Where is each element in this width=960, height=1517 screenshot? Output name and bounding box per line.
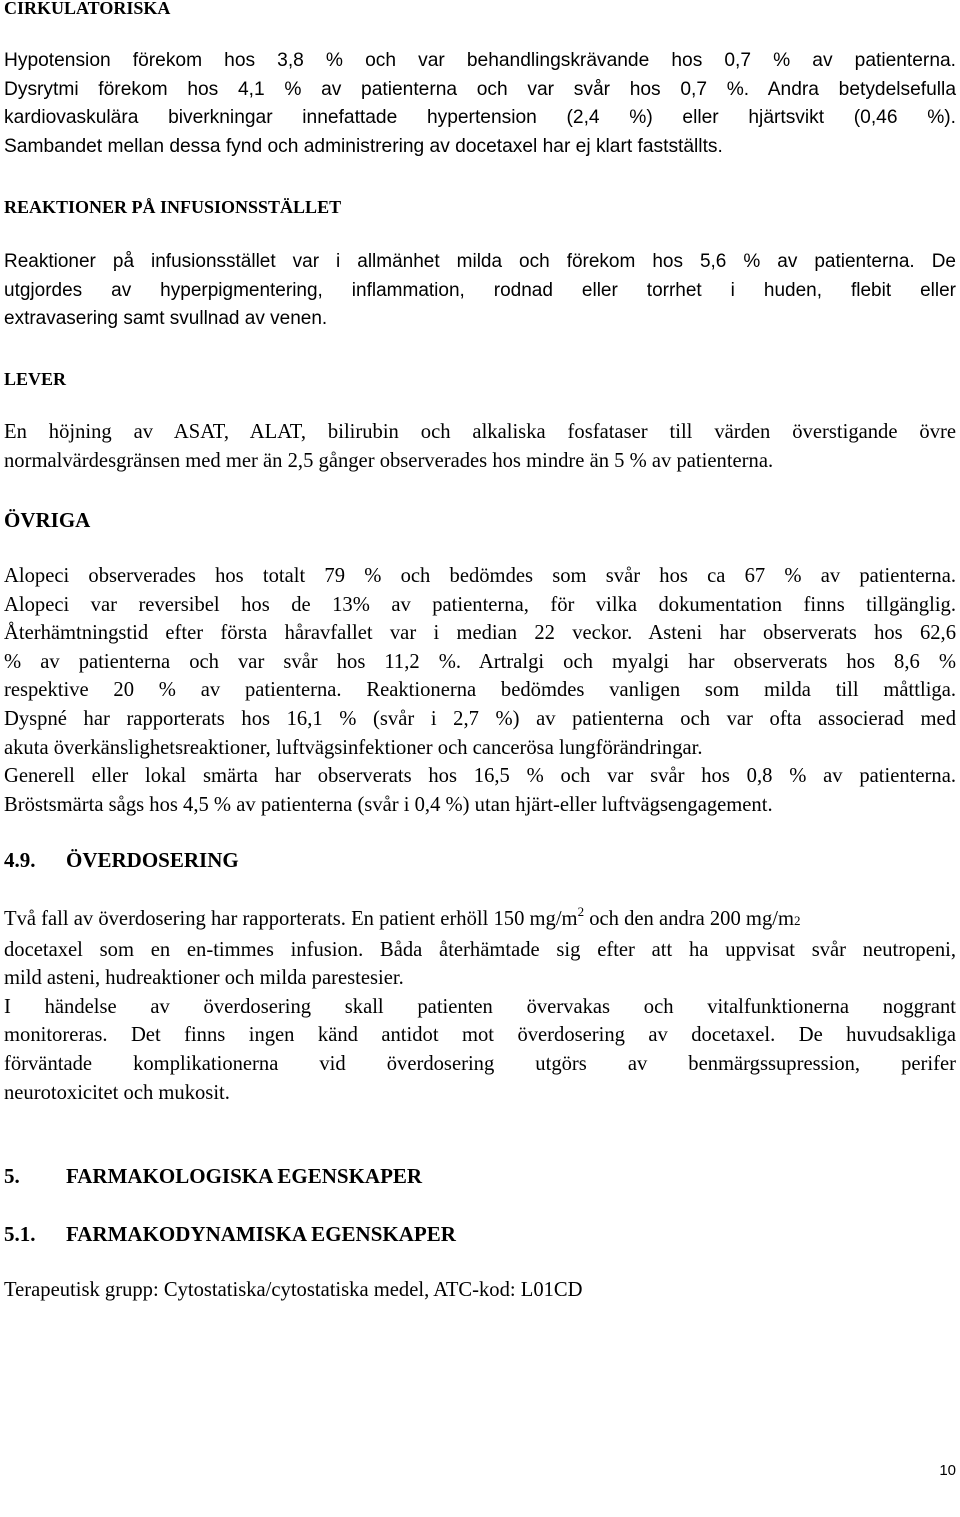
section-heading-lever: LEVER — [4, 369, 67, 389]
paragraph-line: docetaxel som en en-timmes infusion. Båda återhämtade sig efter att ha uppvisat svår neutropeni, — [4, 938, 956, 961]
unit-exponent: 2 — [793, 913, 801, 928]
section-heading-cirkulatoriska: CIRKULATORISKA — [4, 0, 171, 18]
section-number: 5.1. — [4, 1222, 36, 1246]
superscript: 2 — [577, 904, 585, 920]
paragraph-infusion — [4, 248, 956, 334]
paragraph-lever — [4, 418, 956, 475]
paragraph-line — [4, 905, 956, 936]
paragraph-line: Generell eller lokal smärta har observerats hos 16,5 % och var svår hos 0,8 % av patienterna. — [4, 765, 956, 788]
paragraph-line: kardiovaskulära biverkningar innefattade hypertension (2,4 %) eller hjärtsvikt (0,46 %). — [4, 107, 956, 129]
paragraph-line: Dyspné har rapporterats hos 16,1 % (svår i 2,7 %) av patienterna och var ofta associerad med — [4, 707, 956, 730]
paragraph-line: respektive 20 % av patienterna. Reaktionerna bedömdes vanligen som milda till måttliga. — [4, 679, 956, 702]
section-title: FARMAKOLOGISKA EGENSKAPER — [66, 1164, 423, 1188]
paragraph-line: I händelse av överdosering skall patienten övervakas och vitalfunktionerna noggrant — [4, 995, 956, 1018]
paragraph-line: monitoreras. Det finns ingen känd antidot mot överdosering av docetaxel. De huvudsakliga — [4, 1024, 956, 1047]
paragraph-line: neurotoxicitet och mukosit. — [4, 1081, 230, 1104]
paragraph-line: utgjordes av hyperpigmentering, inflammation, rodnad eller torrhet i huden, flebit eller — [4, 279, 956, 301]
paragraph-overdosering — [4, 905, 956, 1107]
paragraph-line: akuta överkänslighetsreaktioner, luftvägsinfektioner och cancerösa lungförändringar. — [4, 736, 703, 759]
section-heading-ovriga: ÖVRIGA — [4, 508, 91, 532]
section-title: FARMAKODYNAMISKA EGENSKAPER — [66, 1222, 456, 1246]
section-number: 5. — [4, 1164, 20, 1188]
paragraph-line: Alopeci observerades hos totalt 79 % och bedömdes som svår hos ca 67 % av patienterna. — [4, 565, 956, 587]
document-page — [4, 0, 956, 1517]
paragraph-ovriga — [4, 562, 956, 819]
paragraph-line: mild asteni, hudreaktioner och milda parestesier. — [4, 967, 404, 990]
paragraph-line: extravasering samt svullnad av venen. — [4, 308, 328, 330]
paragraph-line: En höjning av ASAT, ALAT, bilirubin och alkaliska fosfataser till värden överstigande övre — [4, 421, 956, 443]
paragraph-line: Sambandet mellan dessa fynd och administrering av docetaxel har ej klart fastställts. — [4, 135, 723, 157]
text-run: Två fall av överdosering har rapporterats. En patient erhöll 150 mg/m — [4, 908, 578, 930]
text-run: och den andra 200 mg/m — [584, 908, 794, 930]
section-title: ÖVERDOSERING — [66, 848, 239, 872]
section-heading-farmakologiska — [4, 1164, 956, 1188]
paragraph-line: Alopeci var reversibel hos de 13% av patienterna, för vilka dokumentation finns tillgänglig. — [4, 593, 956, 616]
paragraph-line: normalvärdesgränsen med mer än 2,5 gånger observerades hos mindre än 5 % av patienterna. — [4, 449, 774, 472]
paragraph-farmakodynamiska — [4, 1276, 956, 1305]
paragraph-line: förväntade komplikationerna vid överdosering utgörs av benmärgssupression, perifer — [4, 1052, 956, 1075]
paragraph-line: Reaktioner på infusionsstället var i allmänhet milda och förekom hos 5,6 % av patienterna. De — [4, 251, 956, 272]
section-number: 4.9. — [4, 848, 36, 872]
paragraph-line: Hypotension förekom hos 3,8 % och var behandlingskrävande hos 0,7 % av patienterna. — [4, 50, 956, 71]
section-heading-overdosering — [4, 848, 956, 872]
paragraph-line: Dysrytmi förekom hos 4,1 % av patienterna och var svår hos 0,7 %. Andra betydelsefulla — [4, 78, 956, 100]
paragraph-line: Bröstsmärta sågs hos 4,5 % av patienterna (svår i 0,4 %) utan hjärt-eller luftvägsengagement. — [4, 793, 773, 816]
paragraph-cirkulatoriska — [4, 47, 956, 161]
section-heading-farmakodynamiska — [4, 1222, 956, 1246]
page-number: 10 — [939, 1462, 956, 1479]
paragraph-line: % av patienterna och var svår hos 11,2 %. Artralgi och myalgi har observerats hos 8,6 % — [4, 650, 956, 673]
paragraph-line: Återhämtningstid efter första håravfallet var i median 22 veckor. Asteni har observerats hos 62,6 — [4, 622, 956, 645]
paragraph-line: Terapeutisk grupp: Cytostatiska/cytostatiska medel, ATC-kod: L01CD — [4, 1279, 583, 1301]
section-heading-infusion: REAKTIONER PÅ INFUSIONSSTÄLLET — [4, 197, 342, 217]
